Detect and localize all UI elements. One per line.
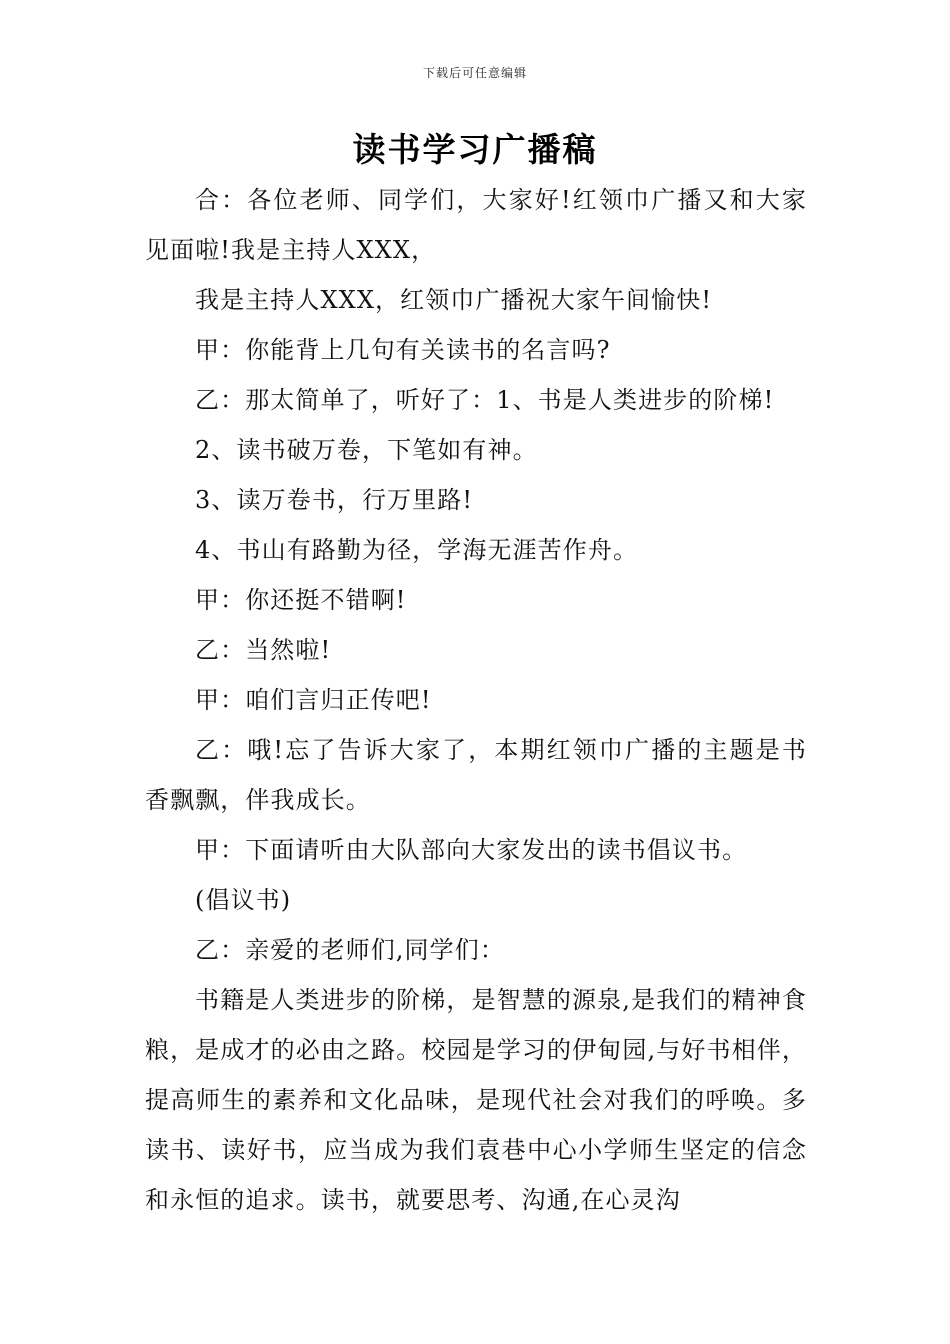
- paragraph: 我是主持人XXX，红领巾广播祝大家午间愉快!: [195, 286, 713, 314]
- paragraph: 合：各位老师、同学们，大家好!红领巾广播又和大家见面啦!我是主持人XXX，: [145, 186, 807, 264]
- paragraph: 甲：下面请听由大队部向大家发出的读书倡议书。: [195, 836, 748, 864]
- paragraph: 乙：亲爱的老师们,同学们：: [195, 936, 505, 964]
- document-body: [145, 175, 807, 1225]
- page-title: 读书学习广播稿: [352, 130, 598, 169]
- paragraph: 乙：哦!忘了告诉大家了，本期红领巾广播的主题是书香飘飘，伴我成长。: [145, 736, 807, 814]
- paragraph: 甲：你能背上几句有关读书的名言吗?: [195, 336, 611, 364]
- paragraph: 4、书山有路勤为径，学海无涯苦作舟。: [195, 536, 639, 564]
- paragraph: 书籍是人类进步的阶梯，是智慧的源泉,是我们的精神食粮，是成才的必由之路。校园是学习的伊甸园,与好书相伴，提高师生的素养和文化品味，是现代社会对我们的呼唤。多读书、读好书，应当成为我们袁巷中心小学师生坚定的信念和永恒的追求。读书，就要思考、沟通,在心灵沟: [145, 986, 807, 1214]
- header-note: 下载后可任意编辑: [422, 66, 527, 80]
- paragraph: 乙：那太简单了，听好了：1、书是人类进步的阶梯!: [195, 386, 775, 414]
- paragraph: 甲：咱们言归正传吧!: [195, 686, 432, 714]
- paragraph: 乙：当然啦!: [195, 636, 332, 664]
- paragraph: 甲：你还挺不错啊!: [195, 586, 407, 614]
- paragraph: 3、读万卷书，行万里路!: [195, 486, 474, 514]
- paragraph: (倡议书): [195, 886, 292, 914]
- paragraph: 2、读书破万卷，下笔如有神。: [195, 436, 538, 464]
